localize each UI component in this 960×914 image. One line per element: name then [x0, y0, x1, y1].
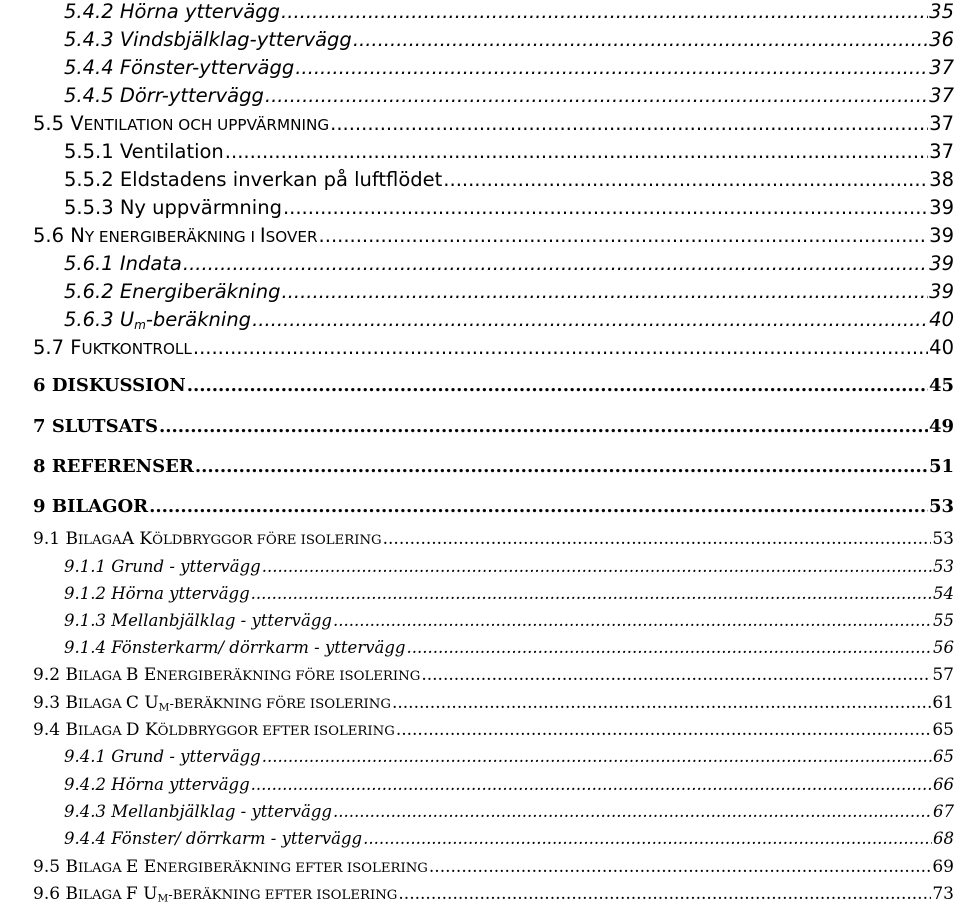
entry-page: 53	[933, 557, 954, 576]
toc-entry[interactable]	[64, 0, 954, 23]
dot-leader	[265, 84, 928, 107]
toc-entry[interactable]	[64, 252, 954, 275]
toc-entry[interactable]	[33, 456, 954, 477]
toc-entry[interactable]	[33, 112, 954, 135]
entry-title: Hörna yttervägg	[119, 0, 281, 23]
dot-leader	[319, 224, 929, 247]
toc-entry[interactable]	[33, 416, 954, 437]
entry-title-mid: ILAGA	[77, 669, 126, 684]
entry-title: SLUTSATS	[51, 416, 158, 437]
entry-page: 39	[929, 196, 954, 219]
toc-entry[interactable]	[64, 829, 954, 848]
toc-entry[interactable]	[64, 140, 954, 163]
entry-number: 5.4.3	[64, 28, 114, 51]
entry-page: 51	[928, 456, 954, 477]
entry-title: Grund - yttervägg	[111, 557, 261, 576]
entry-page: 35	[929, 0, 954, 23]
entry-page: 36	[929, 28, 954, 51]
entry-title-initial: F	[70, 336, 82, 359]
entry-number: 5.5.2	[64, 168, 114, 191]
entry-page: 39	[929, 252, 954, 275]
dot-leader	[281, 0, 928, 23]
entry-number: 9.6	[33, 884, 61, 904]
toc-entry[interactable]	[64, 638, 954, 657]
entry-number: 5.6.1	[64, 252, 114, 275]
entry-title-rest: SOVER	[265, 228, 318, 246]
entry-title: Fönsterkarm/ dörrkarm - yttervägg	[111, 638, 406, 657]
entry-page: 54	[933, 584, 954, 603]
dot-leader	[183, 252, 928, 275]
dot-leader	[195, 456, 928, 477]
dot-leader	[333, 611, 932, 630]
dot-leader	[396, 720, 932, 740]
entry-page: 73	[932, 884, 954, 904]
toc-entry[interactable]	[33, 665, 954, 685]
entry-title-mid: ILAGA	[77, 888, 126, 903]
entry-title-rest: UKTKONTROLL	[81, 340, 192, 358]
entry-number: 7	[33, 416, 46, 437]
toc-entry[interactable]	[64, 280, 954, 303]
entry-number: 5.4.2	[64, 0, 114, 23]
dot-leader	[443, 168, 928, 191]
entry-number: 5.6	[33, 224, 65, 247]
entry-page: 53	[928, 496, 954, 517]
dot-leader	[407, 638, 933, 657]
toc-entry[interactable]	[64, 557, 954, 576]
entry-title-rest: NERGIBERÄKNING EFTER ISOLERING	[156, 861, 428, 876]
entry-number: 9.4.2	[64, 775, 106, 794]
entry-number: 9.1	[33, 529, 61, 549]
toc-entry[interactable]	[64, 196, 954, 219]
entry-title-rest: NERGIBERÄKNING FÖRE ISOLERING	[156, 669, 421, 684]
entry-number: 6	[33, 375, 46, 396]
entry-title-initial: B	[65, 720, 78, 740]
entry-title-initial: B	[65, 857, 78, 877]
entry-page: 57	[932, 665, 954, 685]
entry-title-initial-2: D K	[125, 720, 158, 740]
entry-title-mid: ILAGA	[77, 697, 126, 712]
entry-title: Fönster-yttervägg	[119, 56, 295, 79]
dot-leader	[262, 557, 932, 576]
entry-page: 39	[929, 280, 954, 303]
entry-title: DISKUSSION	[51, 375, 186, 396]
entry-title-rest: ENTILATION OCH UPPVÄRMNING	[83, 116, 330, 134]
toc-entry[interactable]	[64, 747, 954, 766]
entry-page: 55	[933, 611, 954, 630]
entry-title-initial: B	[65, 529, 78, 549]
dot-leader	[330, 112, 928, 135]
entry-page: 37	[929, 56, 954, 79]
entry-number: 9.5	[33, 857, 61, 877]
toc-entry[interactable]	[64, 611, 954, 630]
entry-title: Grund - yttervägg	[111, 747, 261, 766]
dot-leader	[295, 56, 928, 79]
entry-number: 5.4.5	[64, 84, 114, 107]
entry-title: Indata	[119, 252, 182, 275]
dot-leader	[333, 802, 932, 821]
dot-leader	[187, 375, 928, 396]
dot-leader	[281, 280, 928, 303]
entry-title-initial: N	[70, 224, 85, 247]
entry-page: 39	[929, 224, 954, 247]
toc-entry[interactable]	[64, 802, 954, 821]
dot-leader	[363, 829, 932, 848]
entry-title: Ventilation	[119, 140, 224, 163]
dot-leader	[283, 196, 928, 219]
entry-number: 9.4	[33, 720, 61, 740]
toc-entry[interactable]	[33, 884, 954, 904]
entry-title-rest: -beräkning	[145, 308, 252, 331]
entry-title-initial: B	[65, 665, 78, 685]
entry-page: 67	[933, 802, 954, 821]
entry-title: Eldstadens inverkan på luftflödet	[119, 168, 443, 191]
entry-title-initial: V	[70, 112, 84, 135]
entry-title-initial: B	[65, 693, 78, 713]
entry-page: 68	[933, 829, 954, 848]
entry-title-mid: ILAGA	[77, 533, 122, 548]
entry-title-initial-2: B E	[125, 665, 157, 685]
dot-leader	[251, 584, 932, 603]
entry-title-mid: ILAGA	[77, 724, 126, 739]
dot-leader	[353, 28, 928, 51]
entry-number: 5.7	[33, 336, 65, 359]
toc-entry[interactable]	[33, 720, 954, 740]
entry-page: 49	[928, 416, 954, 437]
toc-entry[interactable]	[64, 56, 954, 79]
entry-number: 9.1.1	[64, 557, 106, 576]
entry-title-initial: B	[65, 884, 78, 904]
toc-entry[interactable]	[33, 224, 954, 247]
toc-entry[interactable]	[64, 168, 954, 191]
entry-title-subscript: m	[134, 318, 146, 333]
dot-leader	[421, 665, 931, 685]
entry-page: 61	[932, 693, 954, 713]
entry-title: REFERENSER	[51, 456, 194, 477]
entry-number: 9.1.3	[64, 611, 106, 630]
entry-number: 5.5.3	[64, 196, 114, 219]
entry-number: 9	[33, 496, 46, 517]
entry-number: 8	[33, 456, 46, 477]
entry-title-symbol: U	[119, 308, 135, 331]
entry-page: 40	[929, 308, 954, 331]
toc-entry[interactable]	[64, 584, 954, 603]
entry-title: Mellanbjälklag - yttervägg	[111, 611, 332, 630]
entry-title: BILAGOR	[51, 496, 149, 517]
entry-page: 37	[929, 140, 954, 163]
dot-leader	[251, 775, 932, 794]
entry-page: 65	[932, 720, 954, 740]
toc-entry[interactable]	[64, 28, 954, 51]
entry-number: 5.6.2	[64, 280, 114, 303]
toc-entry[interactable]	[64, 308, 954, 331]
dot-leader	[262, 747, 932, 766]
entry-page: 66	[933, 775, 954, 794]
entry-title: Hörna yttervägg	[111, 584, 250, 603]
dot-leader	[159, 416, 928, 437]
dot-leader	[149, 496, 928, 517]
entry-title: Mellanbjälklag - yttervägg	[111, 802, 332, 821]
entry-number: 9.1.2	[64, 584, 106, 603]
entry-number: 9.4.1	[64, 747, 106, 766]
entry-number: 9.4.3	[64, 802, 106, 821]
entry-page: 45	[928, 375, 954, 396]
entry-title-initial-2: C U	[125, 693, 159, 713]
entry-title-subscript: M	[158, 701, 170, 714]
dot-leader	[252, 308, 928, 331]
entry-number: 9.3	[33, 693, 61, 713]
entry-title-initial-2: E E	[125, 857, 157, 877]
dot-leader	[225, 140, 928, 163]
entry-title: Vindsbjälklag-yttervägg	[119, 28, 352, 51]
entry-title-mid: ILAGA	[77, 861, 126, 876]
toc-entry[interactable]	[64, 84, 954, 107]
toc-entry[interactable]	[33, 857, 954, 877]
entry-page: 69	[932, 857, 954, 877]
entry-title-rest: ÖLDBRYGGOR FÖRE ISOLERING	[152, 533, 382, 548]
dot-leader	[193, 336, 928, 359]
dot-leader	[392, 693, 931, 713]
entry-title-initial-2: F U	[125, 884, 158, 904]
entry-page: 53	[932, 529, 954, 549]
entry-title-initial-2: I	[259, 224, 266, 247]
toc-entry[interactable]	[33, 693, 954, 713]
entry-title: Dörr-yttervägg	[119, 84, 264, 107]
entry-number: 9.1.4	[64, 638, 106, 657]
entry-number: 5.4.4	[64, 56, 114, 79]
entry-number: 9.4.4	[64, 829, 106, 848]
entry-title-mid: Y ENERGIBERÄKNING I	[84, 228, 260, 246]
entry-title-rest: -BERÄKNING EFTER ISOLERING	[168, 888, 398, 903]
entry-title-rest: -BERÄKNING FÖRE ISOLERING	[169, 697, 391, 712]
entry-title-subscript: M	[157, 892, 169, 905]
entry-page: 65	[933, 747, 954, 766]
entry-page: 40	[929, 336, 954, 359]
dot-leader	[429, 857, 931, 877]
entry-title: Ny uppvärmning	[119, 196, 282, 219]
toc-entry[interactable]	[33, 336, 954, 359]
entry-page: 38	[929, 168, 954, 191]
entry-title-rest: ÖLDBRYGGOR EFTER ISOLERING	[157, 724, 395, 739]
entry-title: Energiberäkning	[119, 280, 281, 303]
entry-page: 56	[933, 638, 954, 657]
entry-number: 5.5.1	[64, 140, 114, 163]
dot-leader	[383, 529, 932, 549]
entry-number: 9.2	[33, 665, 61, 685]
entry-page: 37	[929, 84, 954, 107]
entry-title: Fönster/ dörrkarm - yttervägg	[111, 829, 363, 848]
entry-page: 37	[929, 112, 954, 135]
toc-entry[interactable]	[64, 775, 954, 794]
dot-leader	[398, 884, 931, 904]
toc-entry[interactable]	[33, 496, 954, 517]
toc-entry[interactable]	[33, 375, 954, 396]
toc-entry[interactable]	[33, 529, 954, 549]
entry-number: 5.5	[33, 112, 65, 135]
entry-title: Hörna yttervägg	[111, 775, 250, 794]
entry-title-initial-2: A K	[121, 529, 153, 549]
entry-number: 5.6.3	[64, 308, 114, 331]
